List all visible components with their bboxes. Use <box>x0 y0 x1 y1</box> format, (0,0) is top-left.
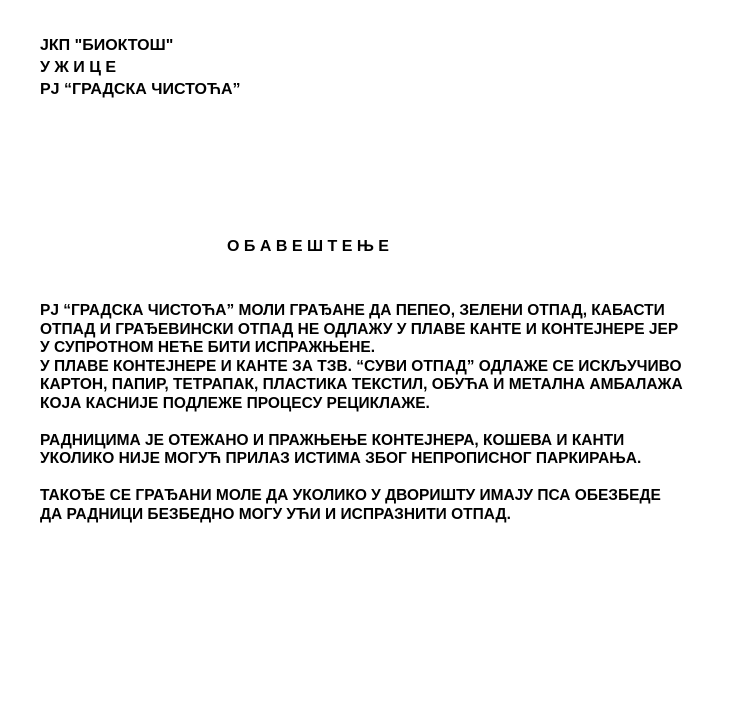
company-name: ЈКП "БИОКТОШ" <box>40 37 174 54</box>
text-line: КОЈА КАСНИЈЕ ПОДЛЕЖЕ ПРОЦЕСУ РЕЦИКЛАЖЕ. <box>40 394 430 412</box>
text-line: У СУПРОТНОМ НЕЋЕ БИТИ ИСПРАЖЊЕНЕ. <box>40 339 376 356</box>
text-line: У ПЛАВЕ КОНТЕЈНЕРЕ И КАНТЕ ЗА ТЗВ. “СУВИ ОТПАД” ОДЛАЖЕ СЕ ИСКЉУЧИВО <box>40 357 682 375</box>
paragraph-parking <box>40 432 720 469</box>
text-line: ОТПАД И ГРАЂЕВИНСКИ ОТПАД НЕ ОДЛАЖУ У ПЛАВЕ КАНТЕ И КОНТЕЈНЕРЕ ЈЕР <box>40 320 679 338</box>
notice-title: О Б А В Е Ш Т Е Њ Е <box>227 238 389 255</box>
text-line: ДА РАДНИЦИ БЕЗБЕДНО МОГУ УЋИ И ИСПРАЗНИТИ ОТПАД. <box>40 505 511 523</box>
city-name: У Ж И Ц Е <box>40 59 117 76</box>
text-line: ТАКОЂЕ СЕ ГРАЂАНИ МОЛЕ ДА УКОЛИКО У ДВОРИШТУ ИМАЈУ ПСА ОБЕЗБЕДЕ <box>40 487 661 504</box>
text-line: УКОЛИКО НИЈЕ МОГУЋ ПРИЛАЗ ИСТИМА ЗБОГ НЕПРОПИСНОГ ПАРКИРАЊА. <box>40 450 642 467</box>
paragraph-dogs <box>40 487 720 524</box>
text-line: PJ “ГРАДСКА ЧИСТОЋА” МОЛИ ГРАЂАНЕ ДА ПЕПЕО, ЗЕЛЕНИ ОТПАД, КАБАСТИ <box>40 302 665 319</box>
text-line: РАДНИЦИМА ЈЕ ОТЕЖАНО И ПРАЖЊЕЊЕ КОНТЕЈНЕРА, КОШЕВА И КАНТИ <box>40 431 625 449</box>
notice-body <box>40 302 720 543</box>
unit-name: PJ “ГРАДСКА ЧИСТОЋА” <box>40 81 241 98</box>
organization-header <box>40 35 241 101</box>
paragraph-waste-rules <box>40 302 720 413</box>
text-line: КАРТОН, ПАПИР, ТЕТРАПАК, ПЛАСТИКА ТЕКСТИЛ, ОБУЋА И МЕТАЛНА АМБАЛАЖА <box>40 376 683 393</box>
